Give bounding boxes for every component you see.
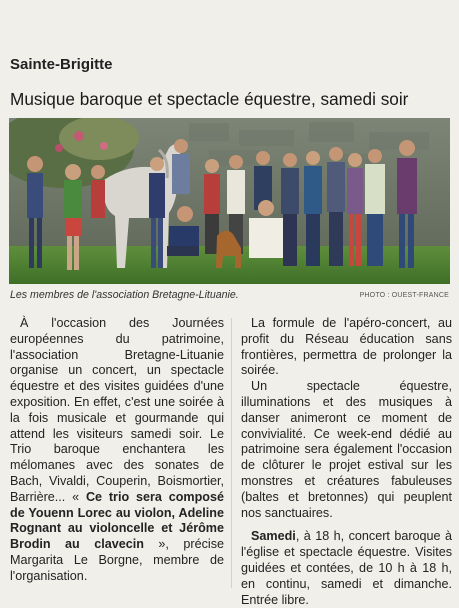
group-photo-illustration <box>9 118 450 284</box>
article-paragraph-2: La formule de l'apéro-concert, au profit du Réseau éducation sans frontières, permettra de prolonger la soirée. <box>241 316 452 378</box>
location-heading: Sainte-Brigitte <box>10 56 113 73</box>
p4-bold-text: Samedi <box>251 529 296 544</box>
article-column-left <box>10 316 224 585</box>
article-headline: Musique baroque et spectacle équestre, samedi soir <box>10 89 409 109</box>
p1-text: À l'occasion des Journées européennes du patrimoine, l'association Bretagne-Lituanie organise un concert, un spectacle équestre et des visites guidées d'une exposition. En effet, c'est une soirée à la fois musicale et gourmande qui attend les visiteurs samedi soir. Le Trio baroque enchantera les mélomanes avec des sonates de Bach, Vivaldi, Couperin, Boismortier, Barrière... « <box>10 316 224 504</box>
group-photo <box>9 118 450 284</box>
article-paragraph-3: Un spectacle équestre, illuminations et des musiques à danser animeront ce moment de convivialité. Ce week-end dédié au patrimoine sera également l'occasion de clôturer le projet estival sur les monstres et créatures fabuleuses (baltes et bretonnes) qui peuplent nos sanctuaires. <box>241 379 452 520</box>
p1-end-text: », précise Margarita Le Borgne, membre de l'organisation. <box>10 537 224 583</box>
p1-bold-text: Ce trio sera composé de Youenn Lorec au violon, Adeline Rognant au violoncelle et Jérôme Brodin au clavecin <box>10 489 224 552</box>
article-paragraph-4 <box>241 529 452 608</box>
article-column-right <box>241 316 452 608</box>
photo-credit: PHOTO : OUEST-FRANCE <box>359 292 449 299</box>
photo-caption: Les membres de l'association Bretagne-Lituanie. <box>10 289 239 301</box>
column-divider <box>231 318 232 588</box>
p4-text: , à 18 h, concert baroque à l'église et spectacle équestre. Visites guidées et contées, de 10 h à 18 h, en continu, samedi et dimanche. Entrée libre. <box>241 529 452 607</box>
article-paragraph-1 <box>10 316 224 585</box>
